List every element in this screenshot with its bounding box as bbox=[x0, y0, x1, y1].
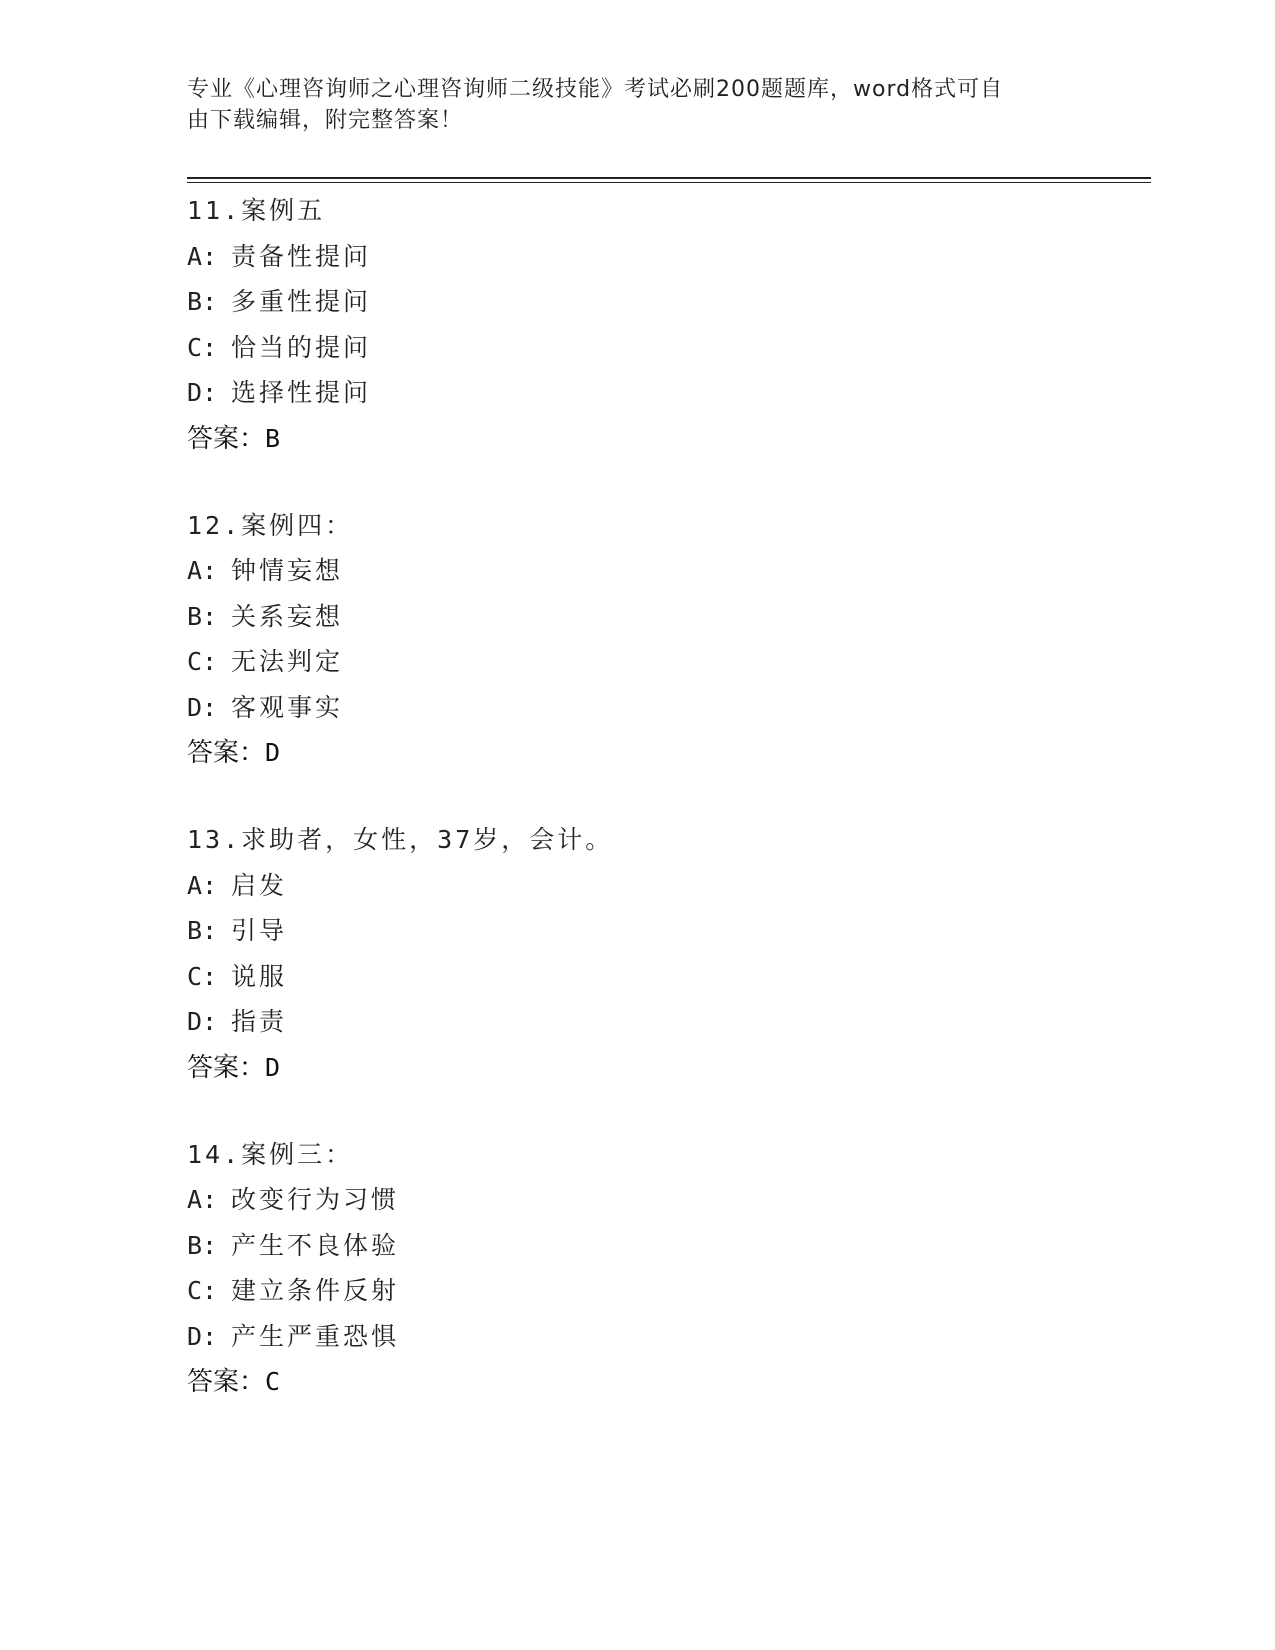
option-c bbox=[187, 1268, 1147, 1314]
question-list bbox=[187, 188, 1147, 1446]
answer-label: 答案： bbox=[187, 1367, 266, 1397]
option-c bbox=[187, 639, 1147, 685]
option-letter: D: bbox=[187, 1321, 218, 1351]
option-text: 引导 bbox=[231, 916, 288, 945]
option-text: 指责 bbox=[231, 1007, 288, 1036]
option-text: 产生严重恐惧 bbox=[231, 1321, 400, 1351]
answer-line bbox=[187, 416, 1147, 462]
option-letter: C: bbox=[187, 1276, 218, 1305]
option-b bbox=[187, 279, 1147, 325]
option-text: 恰当的提问 bbox=[231, 332, 372, 362]
option-letter: A: bbox=[187, 1185, 218, 1214]
option-text: 建立条件反射 bbox=[231, 1276, 400, 1305]
option-text: 说服 bbox=[231, 961, 288, 991]
header-divider-thick bbox=[187, 177, 1151, 179]
question-11 bbox=[187, 188, 1147, 462]
option-text: 启发 bbox=[231, 870, 288, 900]
document-header bbox=[187, 74, 1067, 136]
answer-value: B bbox=[265, 423, 281, 453]
answer-label: 答案： bbox=[187, 738, 266, 768]
option-text: 客观事实 bbox=[231, 692, 344, 722]
option-a bbox=[187, 1177, 1147, 1223]
option-letter: D: bbox=[187, 378, 218, 407]
option-letter: D: bbox=[187, 692, 218, 722]
option-letter: C: bbox=[187, 961, 218, 991]
option-b bbox=[187, 1223, 1147, 1269]
answer-value: C bbox=[265, 1367, 281, 1396]
option-letter: A: bbox=[187, 870, 218, 900]
option-a bbox=[187, 548, 1147, 594]
answer-line bbox=[187, 1359, 1147, 1405]
option-text: 多重性提问 bbox=[231, 287, 372, 316]
answer-label: 答案： bbox=[187, 423, 266, 454]
option-letter: C: bbox=[187, 332, 218, 362]
question-stem: 14.案例三： bbox=[187, 1139, 354, 1169]
option-text: 产生不良体验 bbox=[231, 1230, 400, 1260]
header-line-1: 专业《心理咨询师之心理咨询师二级技能》考试必刷200题题库，word格式可自 bbox=[187, 77, 1004, 102]
option-letter: B: bbox=[187, 287, 218, 316]
option-c bbox=[187, 954, 1147, 1000]
option-letter: B: bbox=[187, 601, 218, 631]
option-c bbox=[187, 325, 1147, 371]
option-text: 钟情妄想 bbox=[231, 556, 344, 585]
option-d bbox=[187, 999, 1147, 1045]
question-stem: 12.案例四： bbox=[187, 510, 354, 540]
answer-line bbox=[187, 730, 1147, 776]
option-letter: A: bbox=[187, 241, 218, 271]
option-d bbox=[187, 370, 1147, 416]
question-14 bbox=[187, 1132, 1147, 1406]
answer-label: 答案： bbox=[187, 1052, 266, 1083]
header-line-2: 由下载编辑，附完整答案！ bbox=[187, 108, 464, 133]
option-text: 责备性提问 bbox=[231, 241, 372, 271]
question-stem: 13.求助者，女性，37岁，会计。 bbox=[187, 825, 614, 854]
question-12 bbox=[187, 503, 1147, 777]
option-text: 关系妄想 bbox=[231, 601, 344, 631]
question-13 bbox=[187, 817, 1147, 1091]
option-letter: C: bbox=[187, 647, 218, 676]
option-text: 改变行为习惯 bbox=[231, 1185, 400, 1214]
option-letter: B: bbox=[187, 916, 218, 945]
option-d bbox=[187, 685, 1147, 731]
option-b bbox=[187, 594, 1147, 640]
header-divider-thin bbox=[187, 182, 1151, 183]
option-b bbox=[187, 908, 1147, 954]
option-letter: D: bbox=[187, 1007, 218, 1036]
answer-value: D bbox=[265, 738, 281, 767]
option-text: 选择性提问 bbox=[231, 378, 372, 407]
option-a bbox=[187, 863, 1147, 909]
option-letter: A: bbox=[187, 556, 218, 585]
answer-line bbox=[187, 1045, 1147, 1091]
answer-value: D bbox=[265, 1052, 281, 1082]
option-a bbox=[187, 234, 1147, 280]
question-stem: 11.案例五 bbox=[187, 196, 326, 225]
option-letter: B: bbox=[187, 1230, 218, 1260]
option-d bbox=[187, 1314, 1147, 1360]
option-text: 无法判定 bbox=[231, 647, 344, 676]
